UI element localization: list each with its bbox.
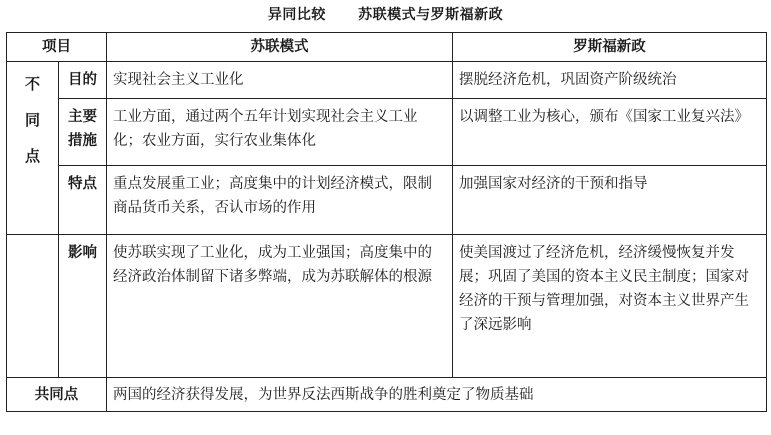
cell-soviet-purpose: 实现社会主义工业化 [107, 62, 453, 99]
common-text: 两国的经济获得发展，为世界反法西斯战争的胜利奠定了物质基础 [107, 378, 767, 412]
table-row [7, 235, 767, 378]
table-row [7, 166, 767, 235]
common-row [7, 378, 767, 412]
row-label-purpose [59, 62, 107, 99]
row-label-line: 目的 [68, 72, 97, 88]
header-roosevelt-new-deal: 罗斯福新政 [453, 33, 767, 62]
row-label-line: 主要 [68, 109, 97, 125]
cell-roosevelt-features: 加强国家对经济的干预和指导 [453, 166, 767, 235]
row-label-impact [59, 235, 107, 378]
table-row [7, 99, 767, 166]
comparison-table [6, 32, 767, 412]
cell-roosevelt-measures: 以调整工业为核心，颁布《国家工业复兴法》 [453, 99, 767, 166]
header-soviet-model: 苏联模式 [107, 33, 453, 62]
row-label-line: 影响 [68, 245, 97, 261]
header-row [7, 33, 767, 62]
row-label-measures [59, 99, 107, 166]
differences-label [7, 62, 59, 235]
table-row [7, 62, 767, 99]
page-title: 异同比较 苏联模式与罗斯福新政 [267, 7, 504, 23]
row-label-line: 特点 [68, 176, 97, 192]
cell-roosevelt-impact: 使美国渡过了经济危机，经济缓慢恢复并发展；巩固了美国的资本主义民主制度；国家对经济的干预与管理加强，对资本主义世界产生了深远影响 [453, 235, 767, 378]
differences-label-char: 不 [24, 75, 40, 93]
differences-label-continued [7, 235, 59, 378]
cell-soviet-impact: 使苏联实现了工业化，成为工业强国；高度集中的经济政治体制留下诸多弊端，成为苏联解体的根源 [107, 235, 453, 378]
row-label-line: 措施 [68, 133, 97, 149]
header-item: 项目 [7, 33, 107, 62]
cell-soviet-measures: 工业方面，通过两个五年计划实现社会主义工业化；农业方面，实行农业集体化 [107, 99, 453, 166]
cell-roosevelt-purpose: 摆脱经济危机，巩固资产阶级统治 [453, 62, 767, 99]
common-label: 共同点 [7, 378, 107, 412]
cell-soviet-features: 重点发展重工业；高度集中的计划经济模式，限制商品货币关系，否认市场的作用 [107, 166, 453, 235]
differences-label-char: 同 [24, 111, 40, 129]
differences-label-char: 点 [24, 147, 40, 165]
row-label-features [59, 166, 107, 235]
